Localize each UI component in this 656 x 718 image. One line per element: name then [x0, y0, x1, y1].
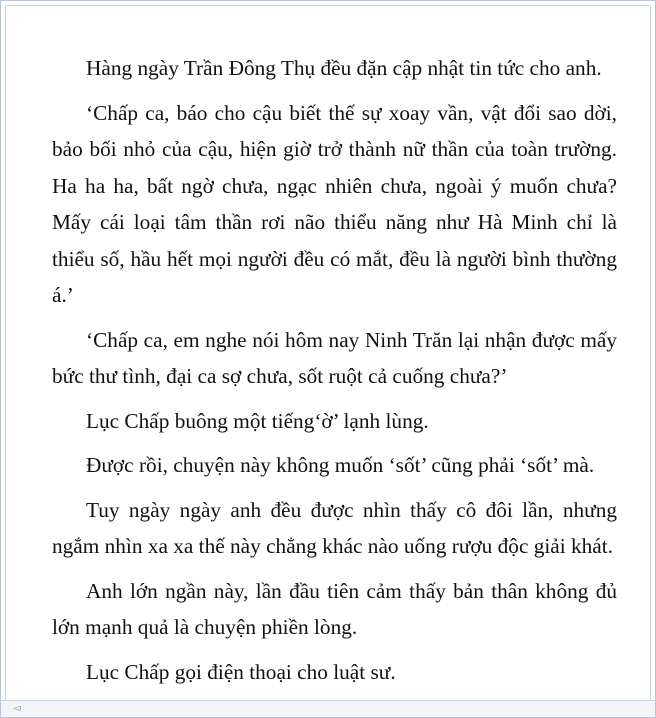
paragraph-3: ‘Chấp ca, em nghe nói hôm nay Ninh Trăn lại nhận được mấy bức thư tình, đại ca sợ chưa, sốt ruột cả cuống chưa?’	[52, 327, 617, 388]
document-page	[5, 5, 651, 701]
document-body	[52, 50, 617, 690]
paragraph-8: Lục Chấp gọi điện thoại cho luật sư.	[86, 659, 396, 684]
paragraph-7: Anh lớn ngần này, lần đầu tiên cảm thấy bản thân không đủ lớn mạnh quả là chuyện phiền lòng.	[52, 578, 617, 639]
scroll-left-icon[interactable]: ◅	[13, 703, 21, 714]
paragraph-6: Tuy ngày ngày anh đều được nhìn thấy cô đôi lần, nhưng ngắm nhìn xa xa thế này chẳng khác nào uống rượu độc giải khát.	[52, 497, 617, 558]
paragraph-5: Được rồi, chuyện này không muốn ‘sốt’ cũng phải ‘sốt’ mà.	[86, 453, 595, 477]
paragraph-1: Hàng ngày Trần Đông Thụ đều đặn cập nhật tin tức cho anh.	[86, 56, 602, 80]
paragraph-2: ‘Chấp ca, báo cho cậu biết thế sự xoay vần, vật đổi sao dời, bảo bối nhỏ của cậu, hiện giờ trở thành nữ thần của toàn trường. Ha ha ha, bất ngờ chưa, ngạc nhiên chưa, ngoài ý muốn chưa? Mấy cái loại tâm thần rơi não thiểu năng như Hà Minh chỉ là thiểu số, hầu hết mọi người đều có mắt, đều là người bình thường á.’	[52, 100, 617, 307]
paragraph-4: Lục Chấp buông một tiếng‘ờ’ lạnh lùng.	[86, 408, 429, 433]
horizontal-scrollbar[interactable]	[1, 700, 655, 717]
